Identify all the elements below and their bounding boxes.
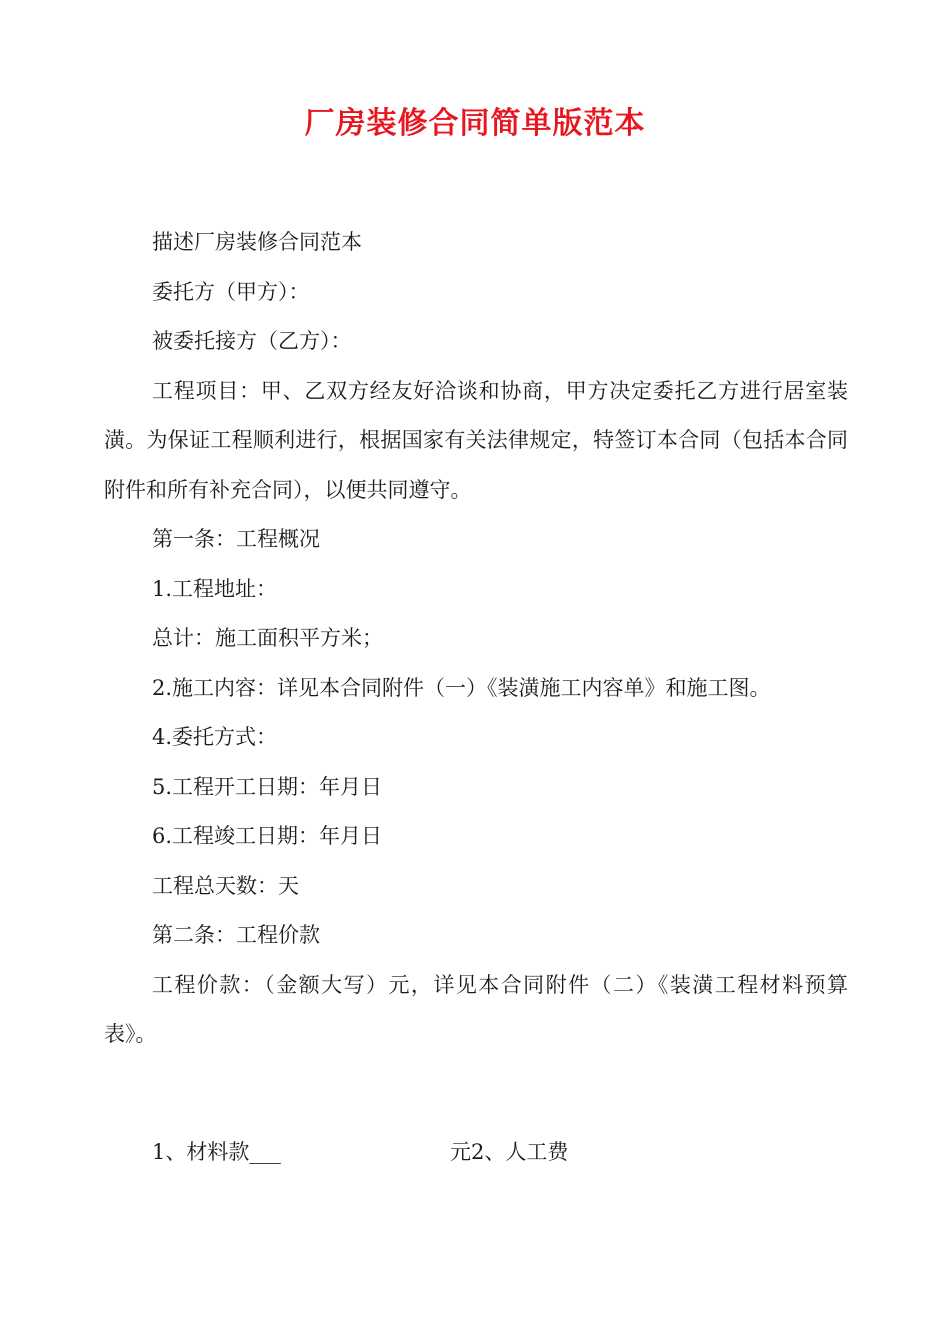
document-title: 厂房装修合同简单版范本 bbox=[304, 106, 646, 141]
paragraph-address: 1.工程地址： bbox=[152, 576, 278, 601]
paragraph-article-2: 第二条：工程价款 bbox=[152, 923, 320, 947]
fee-line bbox=[152, 1132, 752, 1172]
paragraph-project: 工程项目：甲、乙双方经友好洽谈和协商，甲方决定委托乙方进行居室装潢。为保证工程顺利进行，根据国家有关法律规定，特签订本合同（包括本合同附件和所有补充合同），以便共同遵守。 bbox=[104, 378, 848, 502]
document-body bbox=[104, 218, 848, 1060]
paragraph-total-days: 工程总天数：天 bbox=[152, 873, 299, 898]
paragraph-party-b: 被委托接方（乙方）： bbox=[152, 329, 352, 353]
paragraph-article-1: 第一条：工程概况 bbox=[152, 527, 320, 551]
paragraph-end-date: 6.工程竣工日期：年月日 bbox=[152, 824, 383, 848]
paragraph-start-date: 5.工程开工日期：年月日 bbox=[152, 774, 383, 799]
fee-labor: 元2、人工费 bbox=[450, 1140, 569, 1164]
paragraph-content: 2.施工内容：详见本合同附件（一）《装潢施工内容单》和施工图。 bbox=[152, 675, 771, 700]
paragraph-party-a: 委托方（甲方）： bbox=[152, 279, 310, 304]
paragraph-area: 总计：施工面积平方米； bbox=[152, 626, 383, 650]
paragraph-method: 4.委托方式： bbox=[152, 725, 278, 749]
fee-material: 1、材料款___ bbox=[152, 1140, 281, 1164]
paragraph-description: 描述厂房装修合同范本 bbox=[152, 230, 362, 254]
paragraph-price: 工程价款：（金额大写）元，详见本合同附件（二）《装潢工程材料预算表》。 bbox=[104, 972, 848, 1046]
